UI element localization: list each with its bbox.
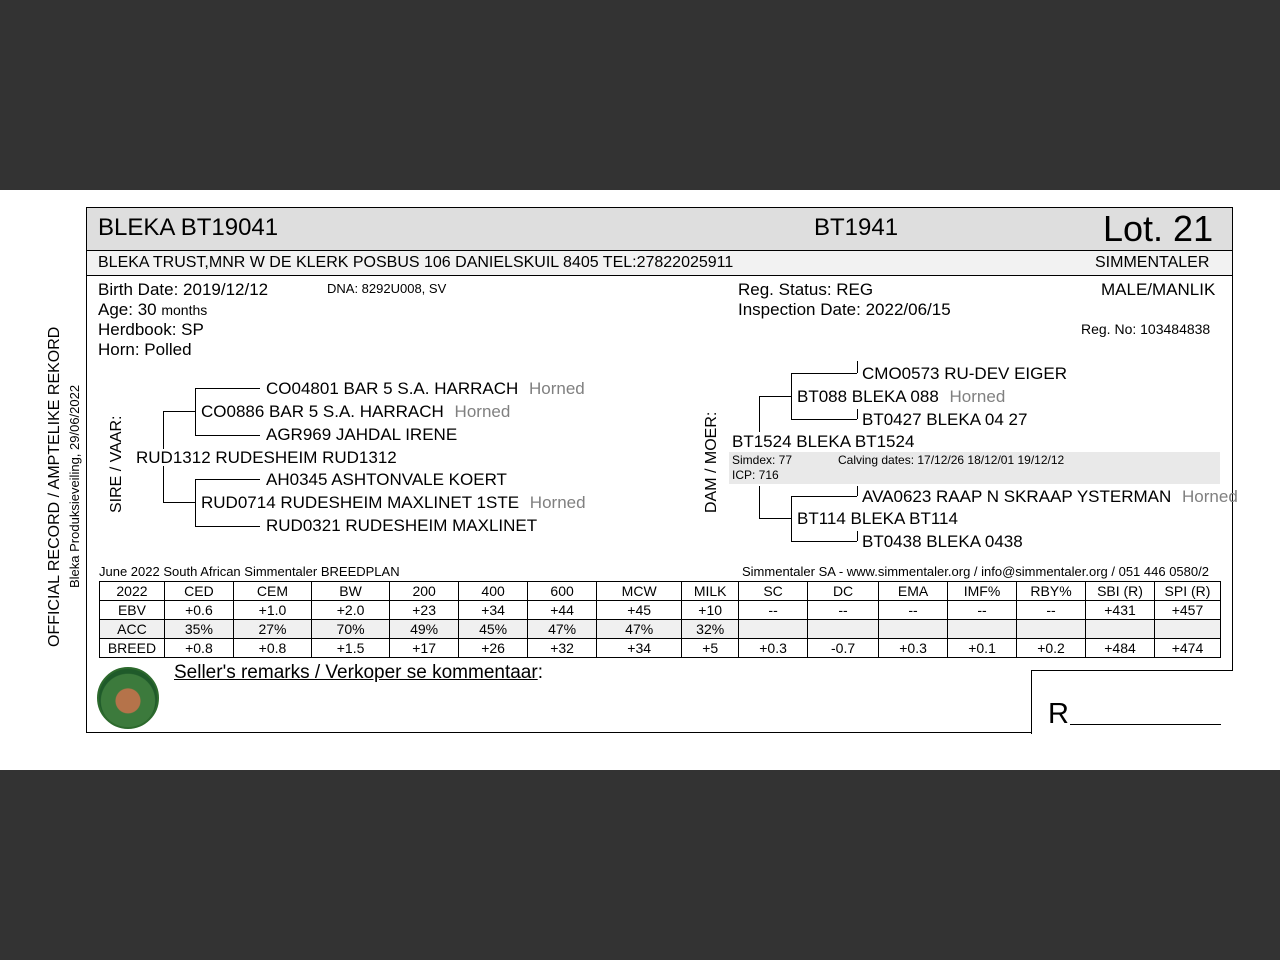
ebv-header-cell: 400 [459, 582, 528, 601]
sire-sire [201, 402, 510, 422]
lot-number: Lot. 21 [1103, 208, 1214, 249]
calving-dates: Calving dates: 17/12/26 18/12/01 19/12/12 [838, 453, 1065, 467]
sire-connector [163, 466, 164, 502]
ebv-cell: +2.0 [312, 601, 390, 620]
owner-line: BLEKA TRUST,MNR W DE KLERK POSBUS 106 DANIELSKUIL 8405 TEL:27822025911 [98, 254, 734, 271]
ebv-header-cell: CEM [233, 582, 311, 601]
age-value: Age: 30 [98, 300, 157, 319]
ebv-cell: 70% [312, 620, 390, 639]
dam-connector [791, 496, 857, 497]
dam-side-label: DAM / MOER: [703, 411, 720, 513]
ebv-cell [948, 620, 1017, 639]
breedplan-contact: Simmentaler SA - www.simmentaler.org / info@simmentaler.org / 051 446 0580/2 [742, 564, 1209, 579]
herdbook: Herdbook: SP [98, 320, 204, 339]
price-prefix: R [1048, 698, 1069, 730]
reg-status: Reg. Status: REG [738, 280, 874, 299]
ebv-cell: +34 [459, 601, 528, 620]
ebv-cell [1086, 620, 1155, 639]
sire-connector [163, 411, 164, 449]
sire-connector [195, 435, 260, 436]
ebv-header-cell: RBY% [1017, 582, 1086, 601]
sire-name: RUD1312 RUDESHEIM RUD1312 [136, 448, 397, 467]
sire-dam-sire: AH0345 ASHTONVALE KOERT [266, 470, 507, 489]
ebv-cell: +5 [682, 639, 739, 658]
sire-connector [195, 526, 260, 527]
ebv-cell: +34 [597, 639, 682, 658]
dna: DNA: 8292U008, SV [327, 281, 447, 296]
ebv-cell: +457 [1155, 601, 1221, 620]
sss-name: CO04801 BAR 5 S.A. HARRACH [266, 379, 519, 398]
horn-badge: Horned [529, 493, 586, 512]
inspection-date: Inspection Date: 2022/06/15 [738, 300, 951, 319]
ebv-header-cell: MCW [597, 582, 682, 601]
ebv-header-cell: 600 [528, 582, 597, 601]
sire-connector [195, 479, 196, 527]
horn-status: Horn: Polled [98, 340, 192, 359]
ebv-header-cell: BW [312, 582, 390, 601]
ebv-cell: -0.7 [808, 639, 879, 658]
ebv-cell: +0.1 [948, 639, 1017, 658]
remarks-label: Seller's remarks / Verkoper se kommentaar [174, 662, 538, 683]
remarks-colon: : [537, 662, 543, 683]
dam-connector [791, 496, 792, 542]
ebv-cell [1017, 620, 1086, 639]
official-record-label: OFFICIAL RECORD / AMPTELIKE REKORD [46, 326, 63, 647]
ebv-cell: 47% [597, 620, 682, 639]
ebv-cell: +431 [1086, 601, 1155, 620]
ebv-header-cell: IMF% [948, 582, 1017, 601]
dam-connector [857, 409, 858, 419]
animal-name: BLEKA BT19041 [98, 214, 279, 241]
ebv-row [100, 639, 1221, 658]
ebv-cell: +0.6 [164, 601, 233, 620]
sire-dam-dam: RUD0321 RUDESHEIM MAXLINET [266, 516, 538, 535]
sire-connector [195, 388, 196, 436]
sex: MALE/MANLIK [1101, 280, 1216, 299]
ebv-cell: +0.8 [164, 639, 233, 658]
dam-connector [857, 486, 858, 496]
ebv-table [99, 581, 1221, 658]
ebv-cell: +484 [1086, 639, 1155, 658]
dam-name: BT1524 BLEKA BT1524 [732, 432, 915, 451]
ebv-cell [739, 620, 808, 639]
ebv-cell: +1.0 [233, 601, 311, 620]
ebv-cell: ACC [100, 620, 165, 639]
ebv-cell [1155, 620, 1221, 639]
reg-number: Reg. No: 103484838 [1081, 321, 1211, 337]
dam-sire [797, 387, 1005, 407]
animal-tag: BT1941 [814, 214, 899, 241]
ebv-cell: +17 [390, 639, 459, 658]
dam-connector [759, 396, 760, 432]
horn-badge: Horned [949, 387, 1006, 406]
ebv-cell [808, 620, 879, 639]
ebv-cell: -- [948, 601, 1017, 620]
dam-sire-sire: CMO0573 RU-DEV EIGER [862, 364, 1067, 383]
ebv-row [100, 601, 1221, 620]
ebv-cell: -- [808, 601, 879, 620]
ebv-cell: +0.2 [1017, 639, 1086, 658]
ebv-header-cell: SC [739, 582, 808, 601]
ebv-cell: 47% [528, 620, 597, 639]
auction-label: Bleka Produksieveiling, 29/06/2022 [67, 384, 82, 588]
ebv-cell: -- [739, 601, 808, 620]
ds-name: BT088 BLEKA 088 [797, 387, 939, 406]
ebv-header-row [100, 582, 1221, 601]
ebv-header-cell: DC [808, 582, 879, 601]
dam-dam-sire [862, 487, 1238, 507]
ebv-cell: 45% [459, 620, 528, 639]
ebv-cell: 27% [233, 620, 311, 639]
age-unit: months [161, 302, 208, 318]
ebv-cell [879, 620, 948, 639]
ebv-cell: +45 [597, 601, 682, 620]
dam-connector [791, 541, 857, 542]
ebv-cell: +23 [390, 601, 459, 620]
sire-sire-dam: AGR969 JAHDAL IRENE [266, 425, 458, 444]
dam-dam: BT114 BLEKA BT114 [797, 509, 958, 528]
sire-connector [163, 411, 195, 412]
simdex: Simdex: 77 [732, 453, 793, 467]
ebv-cell: +0.8 [233, 639, 311, 658]
age [98, 300, 207, 320]
ebv-header-cell: CED [164, 582, 233, 601]
ebv-header-cell: 200 [390, 582, 459, 601]
dam-connector [791, 373, 792, 420]
dam-sire-dam: BT0427 BLEKA 04 27 [862, 410, 1028, 429]
horn-badge: Horned [454, 402, 511, 421]
dds-name: AVA0623 RAAP N SKRAAP YSTERMAN [862, 487, 1172, 506]
ebv-header-cell: EMA [879, 582, 948, 601]
ebv-header-cell: MILK [682, 582, 739, 601]
ebv-cell: -- [1017, 601, 1086, 620]
dam-connector [857, 531, 858, 541]
sire-side-label: SIRE / VAAR: [108, 415, 125, 513]
sire-connector [195, 388, 260, 389]
ebv-cell: +0.3 [739, 639, 808, 658]
ebv-cell: +10 [682, 601, 739, 620]
ebv-cell: -- [879, 601, 948, 620]
dam-connector [857, 361, 858, 373]
ebv-header-cell: 2022 [100, 582, 165, 601]
ebv-cell: BREED [100, 639, 165, 658]
sire-connector [163, 502, 195, 503]
breedplan-caption: June 2022 South African Simmentaler BREEDPLAN [99, 564, 400, 579]
ebv-row [100, 620, 1221, 639]
dam-connector [759, 396, 791, 397]
price-line[interactable] [1070, 724, 1221, 725]
horn-badge: Horned [529, 379, 585, 398]
ss-name: CO0886 BAR 5 S.A. HARRACH [201, 402, 444, 421]
ebv-cell: 49% [390, 620, 459, 639]
sd-name: RUD0714 RUDESHEIM MAXLINET 1STE [201, 493, 520, 512]
ebv-header-cell: SPI (R) [1155, 582, 1221, 601]
horn-badge: Horned [1182, 487, 1238, 506]
ebv-cell: +0.3 [879, 639, 948, 658]
dam-connector [759, 518, 791, 519]
ebv-header-cell: SBI (R) [1086, 582, 1155, 601]
ebv-cell: +26 [459, 639, 528, 658]
ebv-cell: 35% [164, 620, 233, 639]
dam-dam-dam: BT0438 BLEKA 0438 [862, 532, 1023, 551]
ebv-cell: 32% [682, 620, 739, 639]
simmentaler-logo [97, 667, 159, 729]
dam-connector [759, 486, 760, 519]
ebv-cell: +1.5 [312, 639, 390, 658]
sire-connector [195, 479, 260, 480]
seller-remarks [174, 662, 543, 684]
birth-date: Birth Date: 2019/12/12 [98, 280, 269, 299]
ebv-cell: +32 [528, 639, 597, 658]
sire-dam [201, 493, 586, 513]
dam-connector [791, 419, 857, 420]
sire-sire-sire [266, 379, 585, 399]
ebv-cell: +44 [528, 601, 597, 620]
ebv-cell: EBV [100, 601, 165, 620]
ebv-cell: +474 [1155, 639, 1221, 658]
breed-label: SIMMENTALER [1095, 254, 1210, 271]
dam-connector [791, 373, 857, 374]
icp: ICP: 716 [732, 468, 779, 482]
